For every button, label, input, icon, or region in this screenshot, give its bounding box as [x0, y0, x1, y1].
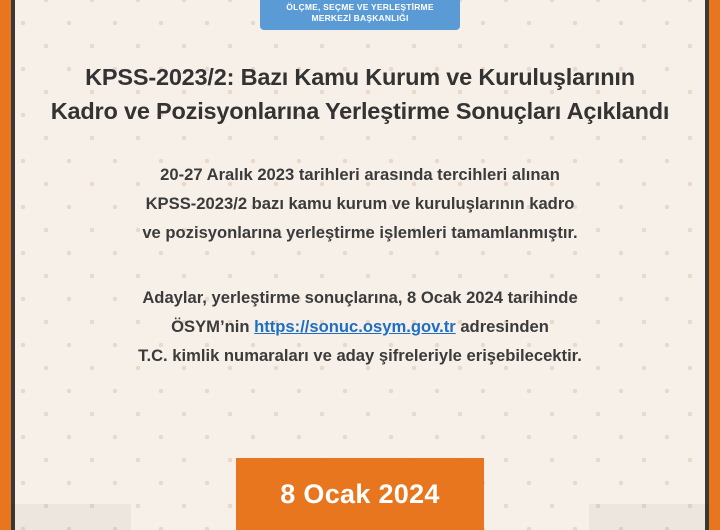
paragraph-2-line-3: T.C. kimlik numaraları ve aday şifreleriyle erişebilecektir. — [138, 346, 582, 365]
logo-line-2: MERKEZİ BAŞKANLIĞI — [311, 13, 409, 23]
paragraph-2-line-2 — [30, 312, 690, 341]
bottom-left-shade — [11, 504, 131, 530]
paragraph-1 — [0, 160, 720, 247]
paragraph-1-line-3: ve pozisyonlarına yerleştirme işlemleri tamamlanmıştır. — [142, 223, 578, 242]
results-url-link[interactable]: https://sonuc.osym.gov.tr — [254, 317, 456, 336]
bottom-right-shade — [589, 504, 709, 530]
paragraph-1-line-2: KPSS-2023/2 bazı kamu kurum ve kuruluşlarının kadro — [145, 194, 575, 213]
headline-line-1: KPSS-2023/2: Bazı Kamu Kurum ve Kuruluşlarının — [85, 64, 635, 90]
page-title — [0, 60, 720, 128]
headline-line-2: Kadro ve Pozisyonlarına Yerleştirme Sonuçları Açıklandı — [50, 98, 670, 124]
poster-content — [0, 60, 720, 370]
paragraph-2-prefix: ÖSYM’nin — [171, 317, 255, 336]
paragraph-2-suffix: adresinden — [455, 317, 549, 336]
date-badge: 8 Ocak 2024 — [236, 458, 484, 530]
osym-logo-plate — [260, 0, 460, 30]
logo-line-1: ÖLÇME, SEÇME VE YERLEŞTİRME — [286, 2, 434, 12]
paragraph-2-line-1: Adaylar, yerleştirme sonuçlarına, 8 Ocak 2024 tarihinde — [142, 288, 578, 307]
paragraph-2 — [0, 283, 720, 370]
paragraph-1-line-1: 20-27 Aralık 2023 tarihleri arasında tercihleri alınan — [160, 165, 560, 184]
